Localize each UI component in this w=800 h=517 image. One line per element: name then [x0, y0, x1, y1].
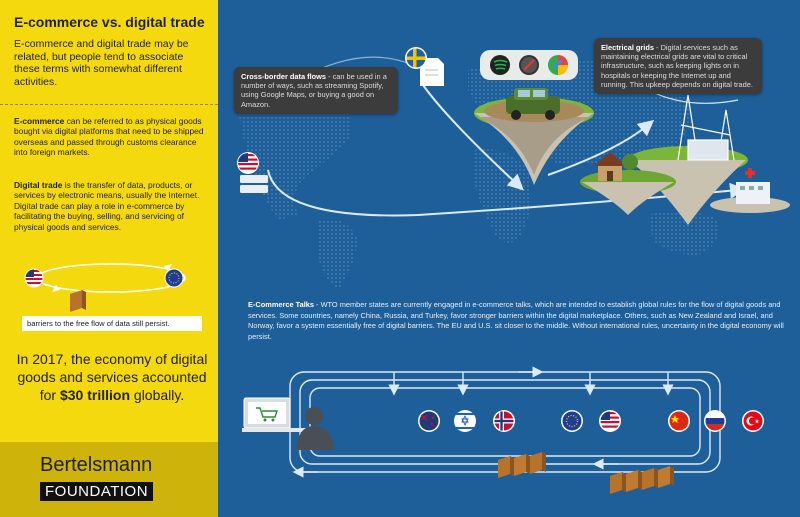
digital-trade-definition — [14, 180, 208, 232]
main-diagram — [218, 0, 800, 517]
digital-trade-term: Digital trade — [14, 180, 63, 190]
stat-suffix: globally. — [130, 387, 185, 403]
cross-border-callout — [234, 67, 398, 114]
us-flag-icon — [599, 410, 621, 432]
electrical-grids-callout — [594, 38, 762, 94]
cross-border-title: Cross-border data flows — [241, 72, 327, 81]
spotify-icon — [490, 55, 510, 75]
compass-icon — [519, 55, 539, 75]
maps-icon — [548, 55, 568, 75]
divider — [0, 104, 218, 105]
brick-wall-icon — [610, 466, 674, 494]
norway-flag-icon — [493, 410, 515, 432]
intro-text: E-commerce and digital trade may be related, but people tend to associate these terms with somewhat different activities. — [14, 38, 189, 88]
brand-foundation: FOUNDATION — [40, 482, 153, 501]
ecommerce-text: can be referred to as physical goods bought via digital platforms that need to be shipped overseas and passed through customs clearance into foreign markets. — [14, 116, 204, 158]
brand-name: Bertelsmann — [40, 454, 153, 476]
left-panel — [0, 0, 218, 517]
ecommerce-definition — [14, 116, 208, 158]
mini-caption: barriers to the free flow of data still persist. — [22, 316, 202, 331]
app-tray — [480, 50, 578, 80]
digital-trade-text: is the transfer of data, products, or services by electronic means, usually the Internet. Digital trade can play a role in e-commerce by facilitating the buying, selling, and servicing of physical goods and services. — [14, 180, 200, 232]
israel-flag-icon — [454, 410, 476, 432]
stat-value: $30 trillion — [59, 387, 131, 403]
new-zealand-flag-icon — [418, 410, 440, 432]
computer-cart-icon — [242, 398, 312, 432]
stat-block — [14, 350, 210, 404]
china-flag-icon — [668, 410, 690, 432]
ecommerce-talks-text — [248, 300, 796, 342]
eu-flag-icon — [165, 269, 183, 287]
talks-title: E-Commerce Talks — [248, 300, 314, 309]
cross-border-text: - can be used in a number of ways, such as streaming Spotify, using Google Maps, or buying a good on Amazon. — [241, 72, 387, 109]
sweden-flag-icon — [405, 47, 444, 86]
eu-flag-icon — [561, 410, 583, 432]
brand-block — [0, 442, 218, 517]
mini-diagram — [14, 254, 208, 334]
turkey-flag-icon — [742, 410, 764, 432]
electrical-grids-title: Electrical grids — [601, 43, 654, 52]
stat-text: In 2017, the economy of digital goods and services accounted for — [16, 351, 208, 403]
russia-flag-icon — [704, 410, 726, 432]
electrical-grids-text: - Digital services such as maintaining electrical grids are vital to critical infrastructure, such as keeping lights on in hospitals or keeping the Internet up and running. This upkeep depends on digital trade. — [601, 43, 753, 89]
ecommerce-term: E-commerce — [14, 116, 65, 126]
brick-wall-icon — [70, 290, 86, 312]
us-flag-icon — [25, 269, 43, 287]
panel-title: E-commerce vs. digital trade — [14, 14, 205, 30]
talks-body: - WTO member states are currently engaged in e-commerce talks, which are intended to establish global rules for the flow of digital goods and services. Some countries, namely China, Russia, and Turkey, favor stronger barriers within the digital marketplace. Others, such as New Zealand and Israel, and Norway, favor a system essentially free of digital barriers. The EU and U.S. sit closer to the middle. Without international rules, uncertainty in the digital economy will persist. — [248, 300, 784, 341]
